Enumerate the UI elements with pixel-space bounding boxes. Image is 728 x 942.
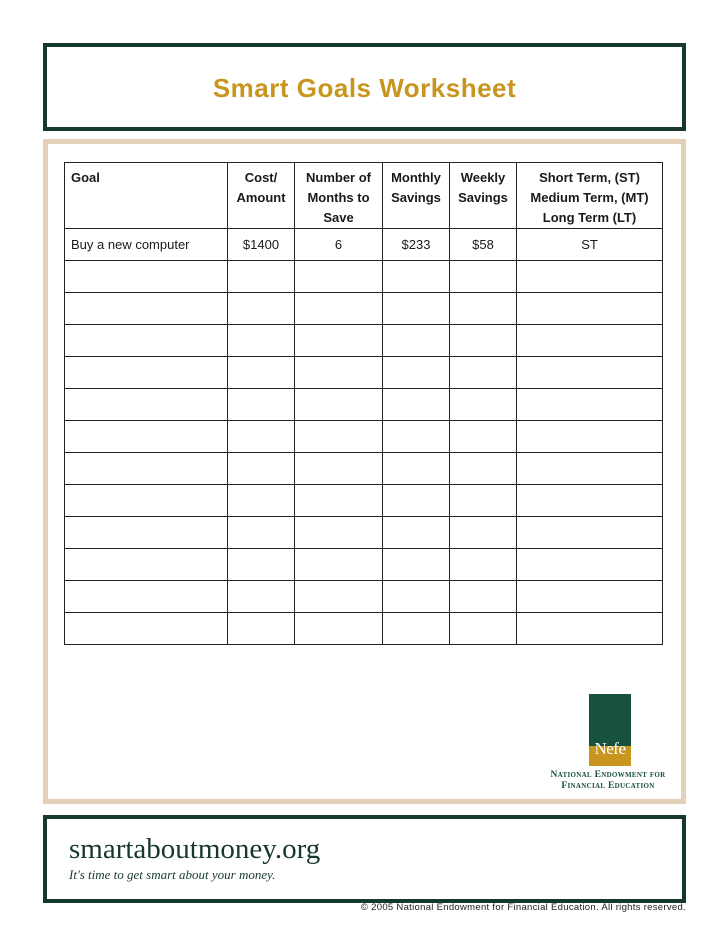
table-cell[interactable] xyxy=(450,357,517,389)
table-cell[interactable] xyxy=(295,613,383,645)
table-cell[interactable] xyxy=(450,581,517,613)
table-cell[interactable]: 6 xyxy=(295,229,383,261)
page-title: Smart Goals Worksheet xyxy=(212,72,517,103)
table-cell[interactable] xyxy=(228,389,295,421)
table-cell[interactable] xyxy=(65,357,228,389)
table-cell[interactable] xyxy=(65,517,228,549)
table-cell[interactable] xyxy=(450,325,517,357)
table-cell[interactable] xyxy=(383,261,450,293)
table-cell[interactable] xyxy=(517,325,663,357)
table-cell[interactable] xyxy=(517,549,663,581)
nefe-logo-mark: Nefe xyxy=(589,694,631,766)
table-cell[interactable] xyxy=(450,549,517,581)
table-row xyxy=(65,261,663,293)
table-cell[interactable] xyxy=(383,549,450,581)
table-cell[interactable] xyxy=(295,293,383,325)
table-cell[interactable] xyxy=(295,453,383,485)
nefe-logo xyxy=(542,694,674,794)
table-cell[interactable] xyxy=(450,613,517,645)
table-cell[interactable] xyxy=(65,613,228,645)
table-cell[interactable]: $1400 xyxy=(228,229,295,261)
table-cell[interactable] xyxy=(65,389,228,421)
table-cell[interactable] xyxy=(517,357,663,389)
table-cell[interactable] xyxy=(517,293,663,325)
table-cell[interactable] xyxy=(517,453,663,485)
table-cell[interactable] xyxy=(295,421,383,453)
worksheet-frame xyxy=(43,139,686,804)
column-header-0: Goal xyxy=(65,163,228,229)
table-cell[interactable] xyxy=(383,581,450,613)
table-cell[interactable] xyxy=(295,549,383,581)
table-cell[interactable] xyxy=(517,613,663,645)
table-cell[interactable] xyxy=(228,453,295,485)
table-cell[interactable] xyxy=(383,453,450,485)
table-cell[interactable] xyxy=(65,261,228,293)
table-cell[interactable]: Buy a new computer xyxy=(65,229,228,261)
table-cell[interactable] xyxy=(450,485,517,517)
table-header-row xyxy=(65,163,663,229)
table-cell[interactable] xyxy=(383,357,450,389)
table-cell[interactable] xyxy=(383,613,450,645)
table-cell[interactable] xyxy=(517,581,663,613)
table-cell[interactable] xyxy=(517,421,663,453)
table-cell[interactable] xyxy=(450,389,517,421)
column-header-5: Short Term, (ST) Medium Term, (MT) Long Term (LT) xyxy=(517,163,663,229)
table-cell[interactable] xyxy=(295,517,383,549)
table-cell[interactable] xyxy=(228,357,295,389)
table-cell[interactable] xyxy=(383,389,450,421)
table-cell[interactable] xyxy=(228,517,295,549)
table-row xyxy=(65,389,663,421)
table-cell[interactable] xyxy=(295,357,383,389)
table-cell[interactable] xyxy=(295,261,383,293)
table-cell[interactable]: $58 xyxy=(450,229,517,261)
table-cell[interactable] xyxy=(517,485,663,517)
table-cell[interactable] xyxy=(228,293,295,325)
footer-banner xyxy=(43,815,686,903)
table-row xyxy=(65,293,663,325)
table-cell[interactable] xyxy=(228,421,295,453)
table-cell[interactable] xyxy=(295,389,383,421)
table-cell[interactable] xyxy=(65,549,228,581)
column-header-3: Monthly Savings xyxy=(383,163,450,229)
table-cell[interactable] xyxy=(65,453,228,485)
table-cell[interactable]: $233 xyxy=(383,229,450,261)
table-cell[interactable] xyxy=(450,261,517,293)
table-cell[interactable] xyxy=(383,485,450,517)
table-row xyxy=(65,453,663,485)
table-row xyxy=(65,517,663,549)
table-cell[interactable] xyxy=(228,549,295,581)
table-cell[interactable] xyxy=(65,581,228,613)
table-cell[interactable] xyxy=(65,293,228,325)
table-row xyxy=(65,581,663,613)
table-cell[interactable] xyxy=(383,421,450,453)
table-cell[interactable] xyxy=(228,261,295,293)
table-cell[interactable] xyxy=(295,325,383,357)
table-row xyxy=(65,613,663,645)
table-body xyxy=(65,229,663,645)
table-cell[interactable] xyxy=(65,485,228,517)
table-cell[interactable] xyxy=(295,581,383,613)
table-row xyxy=(65,485,663,517)
column-header-1: Cost/ Amount xyxy=(228,163,295,229)
table-row xyxy=(65,229,663,261)
table-row xyxy=(65,549,663,581)
table-cell[interactable] xyxy=(517,389,663,421)
title-banner xyxy=(43,43,686,131)
table-cell[interactable] xyxy=(517,261,663,293)
copyright-notice: © 2005 National Endowment for Financial Education. All rights reserved. xyxy=(360,902,686,913)
table-row xyxy=(65,325,663,357)
site-link[interactable]: smartaboutmoney.org xyxy=(69,833,321,865)
table-cell[interactable] xyxy=(65,325,228,357)
table-cell[interactable] xyxy=(295,485,383,517)
table-cell[interactable] xyxy=(228,485,295,517)
goals-table xyxy=(64,162,663,645)
table-cell[interactable] xyxy=(450,293,517,325)
table-row xyxy=(65,421,663,453)
table-row xyxy=(65,357,663,389)
table-cell[interactable] xyxy=(228,613,295,645)
table-cell[interactable] xyxy=(383,293,450,325)
table-cell[interactable] xyxy=(450,517,517,549)
column-header-2: Number of Months to Save xyxy=(295,163,383,229)
tagline: It's time to get smart about your money. xyxy=(69,867,276,882)
table-cell[interactable] xyxy=(383,325,450,357)
column-header-4: Weekly Savings xyxy=(450,163,517,229)
table-cell[interactable] xyxy=(228,325,295,357)
nefe-logo-text: National Endowment for Financial Education xyxy=(550,770,666,791)
table-cell[interactable] xyxy=(228,581,295,613)
table-cell[interactable] xyxy=(65,421,228,453)
table-cell[interactable] xyxy=(450,421,517,453)
table-cell[interactable] xyxy=(383,517,450,549)
table-cell[interactable] xyxy=(517,517,663,549)
table-cell[interactable]: ST xyxy=(517,229,663,261)
table-cell[interactable] xyxy=(450,453,517,485)
